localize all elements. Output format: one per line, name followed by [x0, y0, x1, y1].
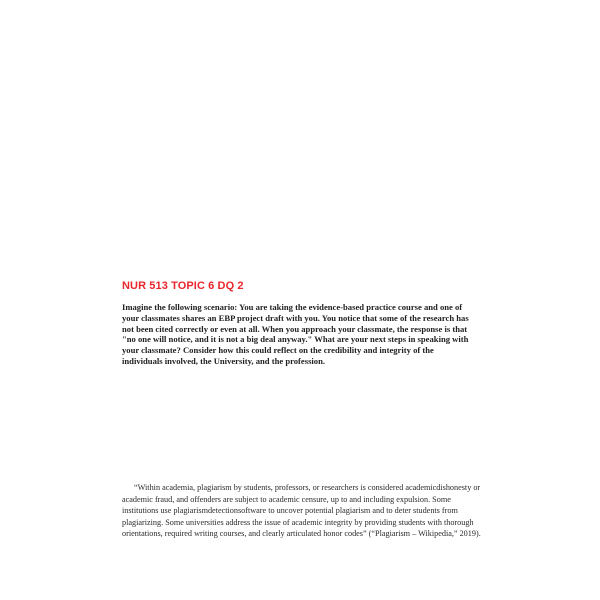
discussion-prompt: Imagine the following scenario: You are taking the evidence-based practice course and one of your classmates shares an EBP project draft with you. You notice that some of the research has not been cited correctly or even at all. When you approach your classmate, the response is that "no one will notice, and it is not a big deal anyway." What are your next steps in speaking with your classmate? Consider how this could reflect on the credibility and integrity of the individuals involved, the University, and the profession. — [122, 302, 469, 366]
plagiarism-quote: “Within academia, plagiarism by students, professors, or researchers is considered academicdishonesty or academic fraud, and offenders are subject to academic censure, up to and including expulsion. Some institutions use plagiarismdetectionsoftware to uncover potential plagiarism and to deter students from plagiarizing. Some universities address the issue of academic integrity by providing students with thorough orientations, required writing courses, and clearly articulated honor codes” (“Plagiarism – Wikipedia,” 2019). — [122, 483, 481, 539]
document-heading: NUR 513 TOPIC 6 DQ 2 — [122, 280, 244, 292]
